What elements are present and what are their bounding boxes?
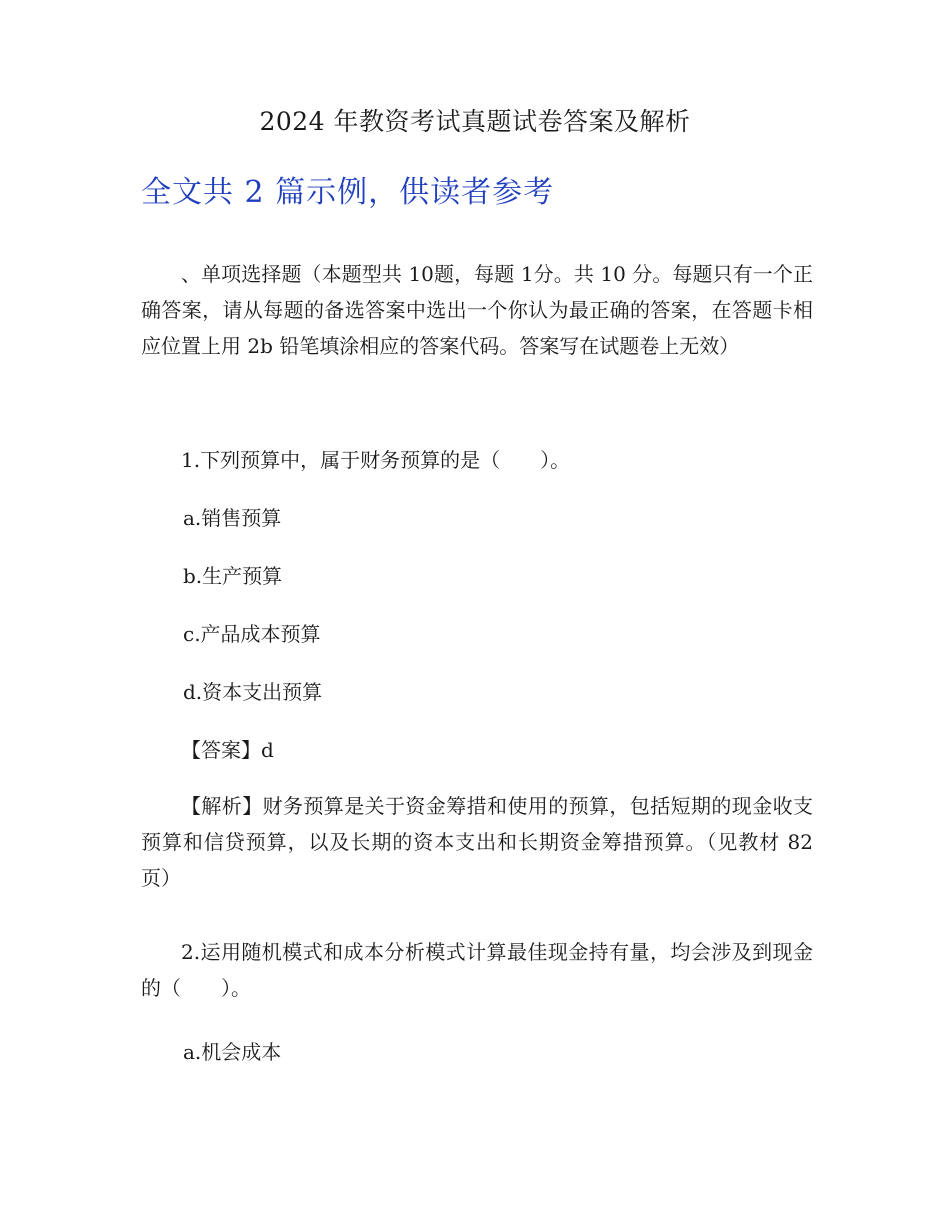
q1-analysis: 【解析】财务预算是关于资金筹措和使用的预算，包括短期的现金收支预算和信贷预算，以及长期的资本支出和长期资金筹措预算。（见教材 82 页） bbox=[141, 794, 813, 890]
q1-option-b: b.生产预算 bbox=[183, 564, 283, 588]
page-subtitle: 全文共 2 篇示例，供读者参考 bbox=[141, 175, 555, 210]
q1-answer: 【答案】d bbox=[181, 738, 274, 762]
page-title: 2024 年教资考试真题试卷答案及解析 bbox=[259, 107, 691, 136]
q1-option-d: d.资本支出预算 bbox=[183, 680, 323, 704]
question-1: 1.下列预算中，属于财务预算的是（ ）。 bbox=[181, 448, 571, 472]
section-intro: 、单项选择题（本题型共 10题，每题 1分。共 10 分。每题只有一个正确答案，请从每题的备选答案中选出一个你认为最正确的答案，在答题卡相应位置上用 2b 铅笔填涂相应的答案代码。答案写在试题卷上无效） bbox=[141, 262, 813, 358]
question-2: 2.运用随机模式和成本分析模式计算最佳现金持有量，均会涉及到现金的（ ）。 bbox=[141, 940, 813, 1000]
q2-option-a: a.机会成本 bbox=[183, 1040, 282, 1064]
q1-option-a: a.销售预算 bbox=[183, 506, 282, 530]
q1-option-c: c.产品成本预算 bbox=[183, 622, 321, 646]
